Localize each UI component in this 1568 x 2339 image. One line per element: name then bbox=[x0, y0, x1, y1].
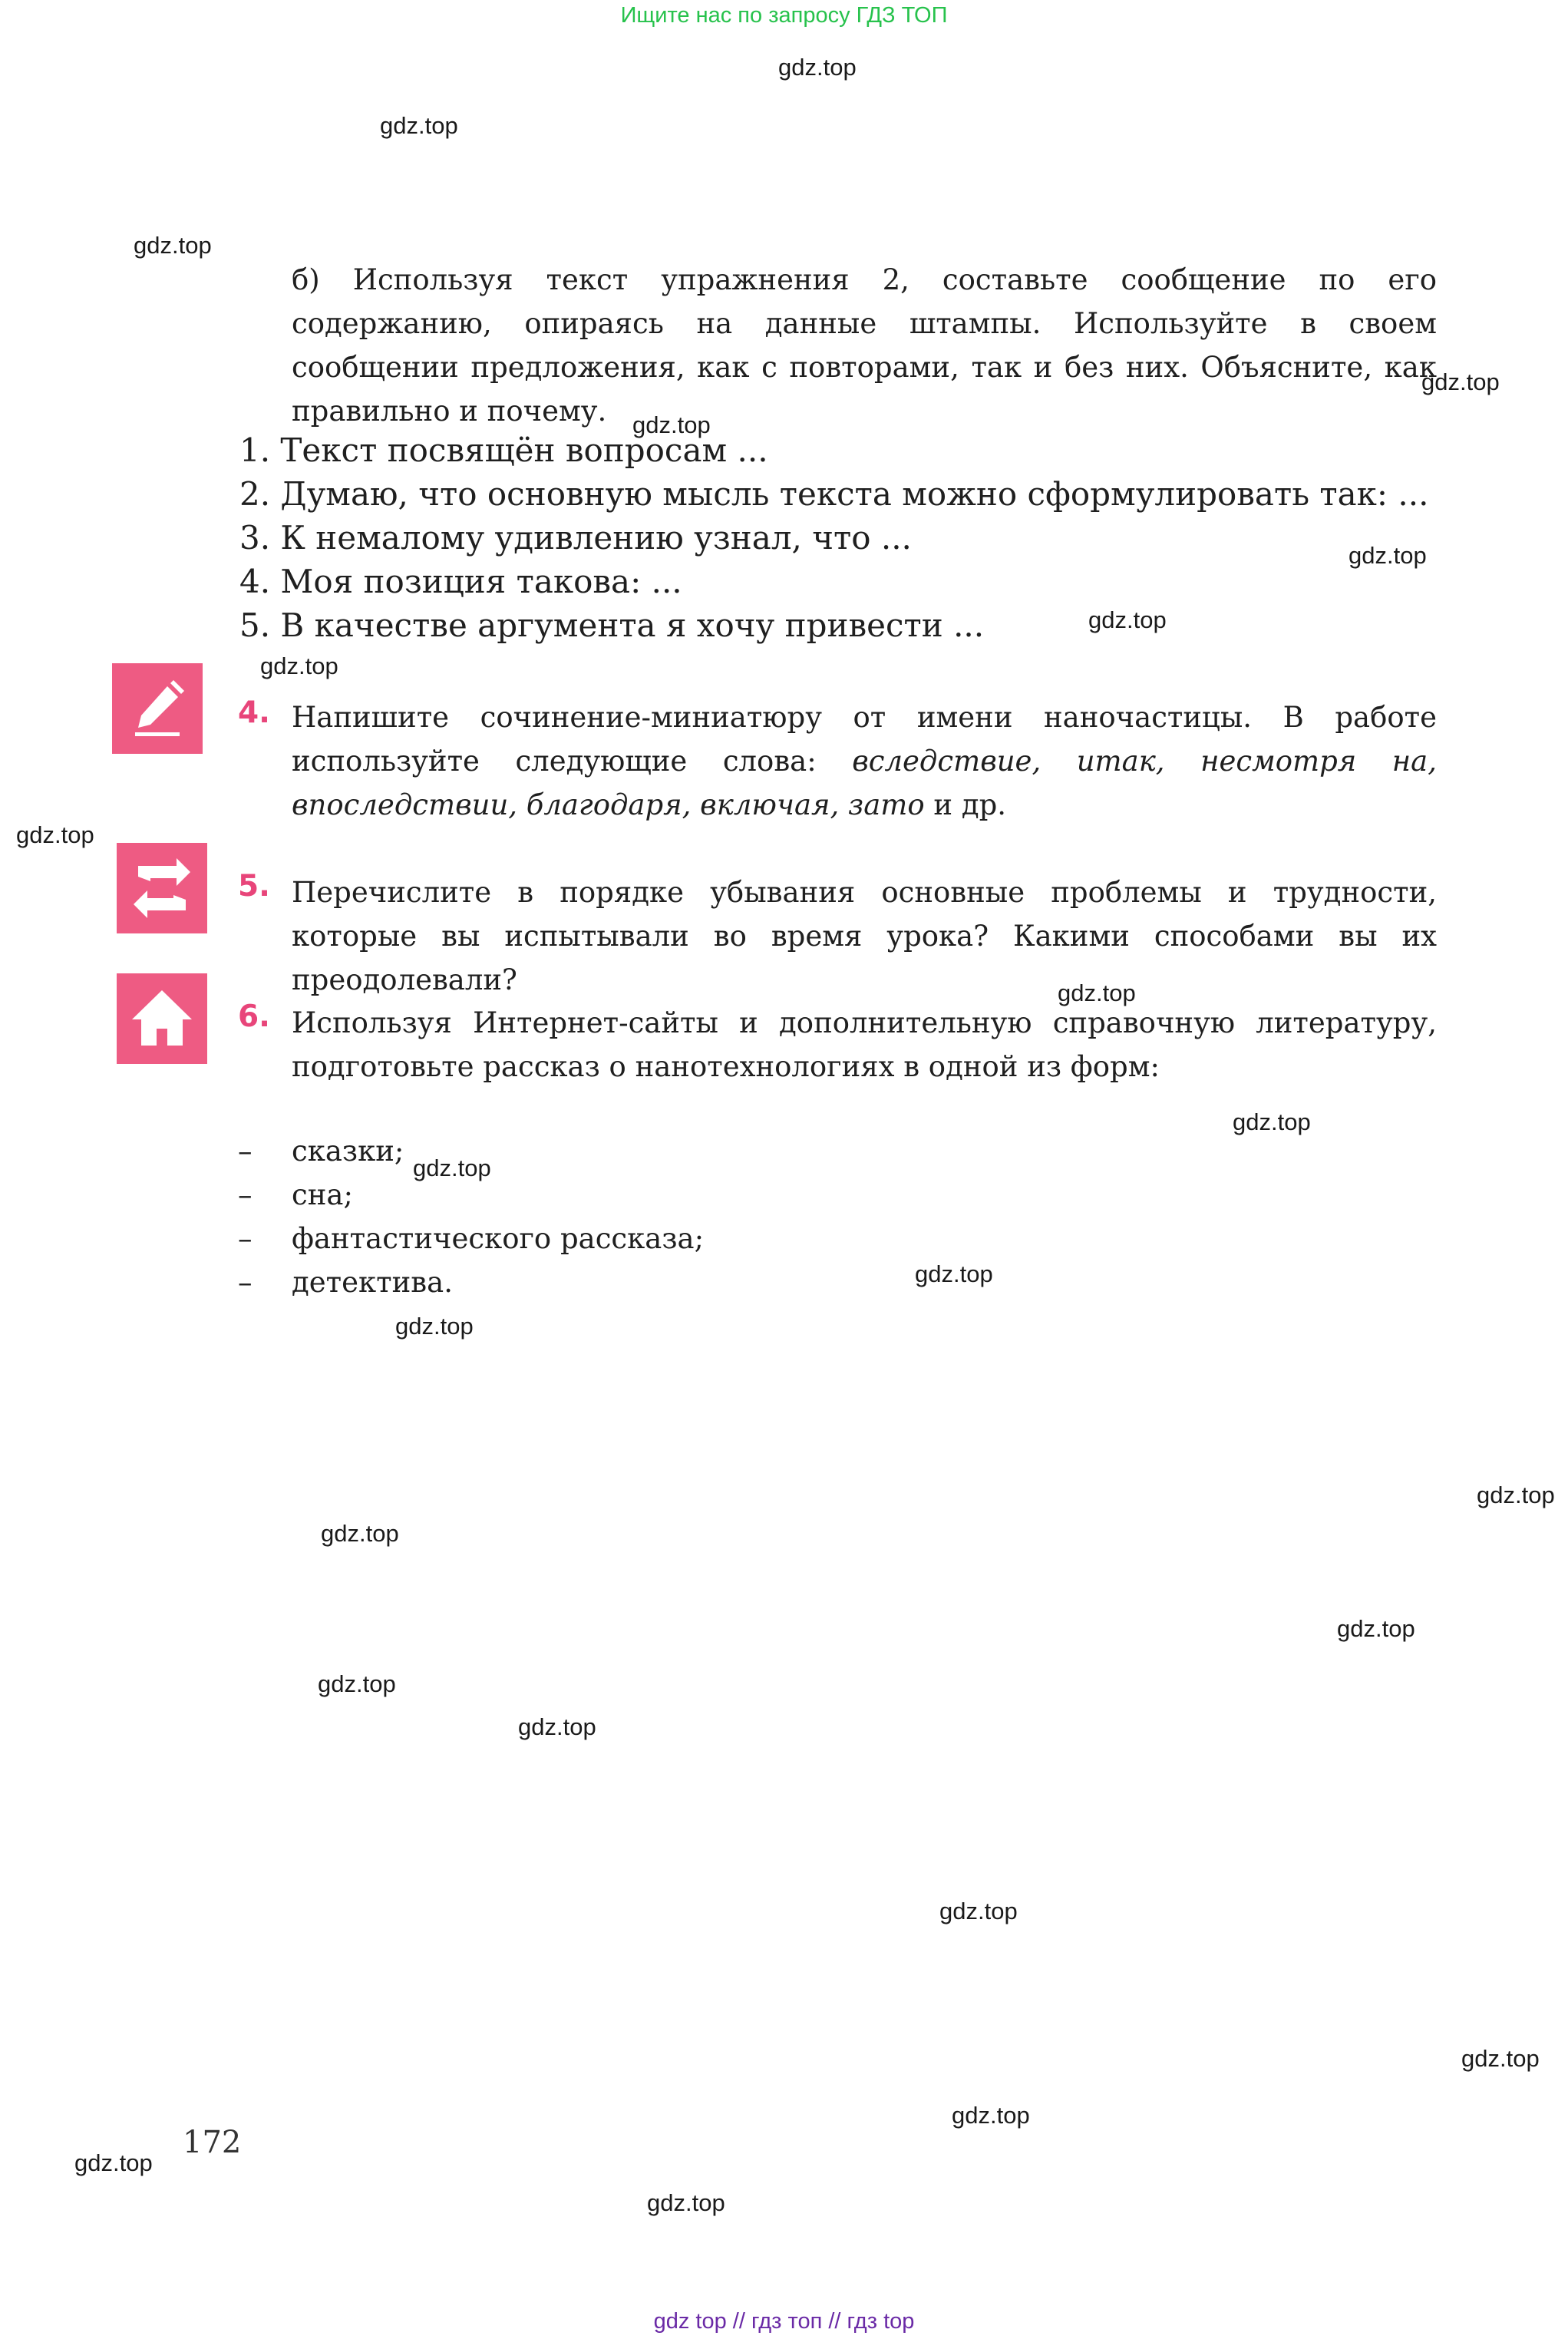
watermark: gdz.top bbox=[915, 1260, 993, 1287]
task-4-text bbox=[292, 695, 1437, 827]
watermark: gdz.top bbox=[952, 2102, 1030, 2129]
watermark: gdz.top bbox=[380, 112, 458, 139]
watermark: gdz.top bbox=[632, 411, 711, 438]
intro-text: б) Используя текст упражнения 2, составьте сообщение по его содержанию, опираясь на данные штампы. Используйте в своем сообщении предложения, как с повторами, так и без них. Объясните, как правильно и почему. bbox=[292, 263, 1437, 428]
task-4-text-after: и др. bbox=[933, 788, 1007, 821]
watermark: gdz.top bbox=[1088, 606, 1167, 633]
dash-4: – bbox=[238, 1266, 253, 1299]
task-4-text-before: Напишите сочинение-миниатюру от имени наночастицы. В работе используйте следующие слова: bbox=[292, 701, 1437, 778]
watermark: gdz.top bbox=[1421, 368, 1500, 395]
watermark: gdz.top bbox=[134, 232, 212, 259]
form-item-2: сна; bbox=[292, 1178, 353, 1211]
watermark: gdz.top bbox=[1233, 1108, 1311, 1135]
watermark: gdz.top bbox=[16, 821, 94, 848]
watermark: gdz.top bbox=[1461, 2045, 1540, 2072]
dash-2: – bbox=[238, 1178, 253, 1211]
watermark: gdz.top bbox=[939, 1898, 1018, 1924]
watermark: gdz.top bbox=[778, 54, 857, 81]
intro-paragraph bbox=[292, 258, 1437, 433]
watermark: gdz.top bbox=[1348, 542, 1427, 569]
watermark: gdz.top bbox=[74, 2149, 153, 2176]
watermark: gdz.top bbox=[260, 652, 338, 679]
task-4-number: 4. bbox=[238, 695, 270, 730]
form-item-3: фантастического рассказа; bbox=[292, 1222, 705, 1255]
task-6-text: Используя Интернет-сайты и дополнительную справочную литературу, подготовьте рассказ о нанотехнологиях в одной из форм: bbox=[292, 1006, 1437, 1083]
task-4-words: вследствие, итак, несмотря на, впоследствии, благодаря, включая, зато bbox=[292, 745, 1438, 821]
watermark: gdz.top bbox=[321, 1520, 399, 1547]
footer-links[interactable]: gdz top // гдз топ // гдз top bbox=[653, 2309, 915, 2334]
dash-1: – bbox=[238, 1135, 253, 1168]
watermark: gdz.top bbox=[318, 1670, 396, 1697]
stamp-5: 5. В качестве аргумента я хочу привести ... bbox=[239, 606, 985, 644]
stamp-4: 4. Моя позиция такова: ... bbox=[239, 563, 682, 600]
watermark: gdz.top bbox=[395, 1313, 474, 1340]
page-number: 172 bbox=[183, 2125, 242, 2160]
watermark: gdz.top bbox=[647, 2189, 725, 2216]
form-item-1: сказки; bbox=[292, 1135, 404, 1168]
watermark: gdz.top bbox=[1337, 1615, 1415, 1642]
pencil-icon bbox=[112, 663, 203, 754]
task-5-text: Перечислите в порядке убывания основные проблемы и трудности, которые вы испытывали во время урока? Какими способами вы их преодолевали? bbox=[292, 876, 1437, 996]
refresh-icon bbox=[117, 843, 207, 933]
home-icon bbox=[117, 973, 207, 1064]
form-item-4: детектива. bbox=[292, 1266, 453, 1299]
stamp-2: 2. Думаю, что основную мысль текста можно сформулировать так: ... bbox=[239, 475, 1429, 513]
top-banner[interactable]: Ищите нас по запросу ГДЗ ТОП bbox=[620, 3, 948, 28]
watermark: gdz.top bbox=[413, 1155, 491, 1181]
watermark: gdz.top bbox=[1058, 980, 1136, 1006]
task-6-number: 6. bbox=[238, 999, 270, 1034]
task-5-number: 5. bbox=[238, 869, 270, 904]
stamp-3: 3. К немалому удивлению узнал, что ... bbox=[239, 519, 912, 557]
watermark: gdz.top bbox=[1477, 1482, 1555, 1508]
dash-3: – bbox=[238, 1222, 253, 1255]
stamp-1: 1. Текст посвящён вопросам ... bbox=[239, 431, 768, 469]
watermark: gdz.top bbox=[518, 1713, 596, 1740]
